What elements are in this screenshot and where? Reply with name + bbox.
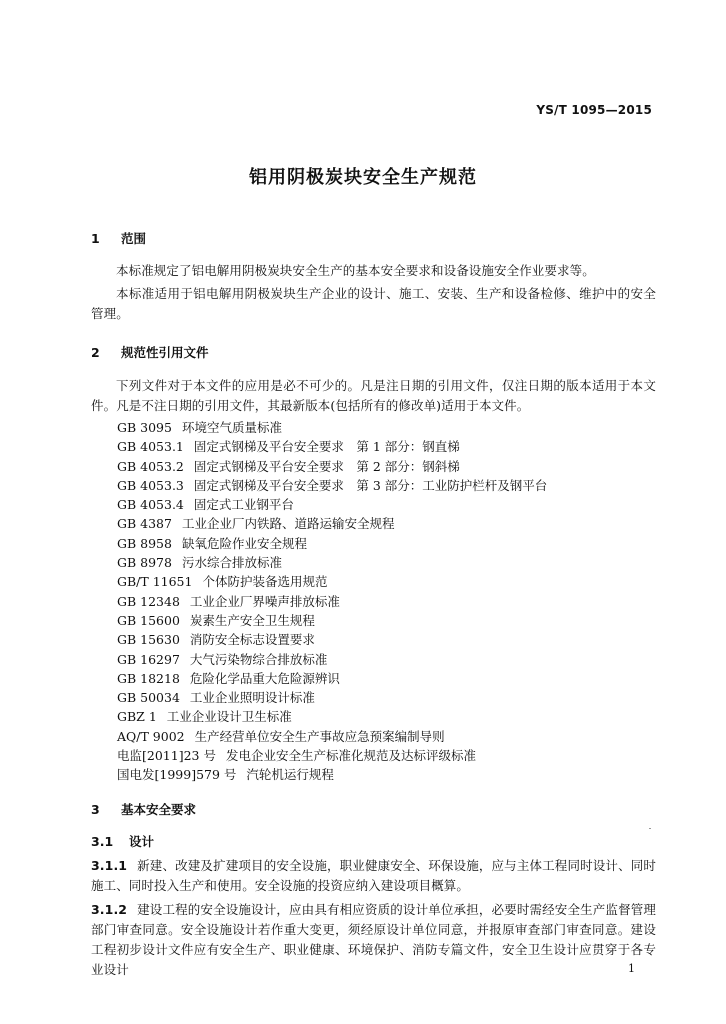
list-item: [117, 534, 547, 553]
list-item: [117, 553, 547, 572]
ref-title: 环境空气质量标准: [181, 420, 282, 435]
section-title: 范围: [121, 231, 147, 246]
subsection-title: 设计: [129, 834, 155, 849]
subsection-number: 3.1: [91, 834, 114, 849]
ref-code: 电监[2011]23 号: [117, 748, 216, 764]
list-item: [117, 765, 547, 784]
ref-title: 炭素生产安全卫生规程: [189, 612, 315, 628]
section-number: 1: [91, 231, 100, 246]
subsection-3-1-heading: [91, 832, 154, 850]
ref-title: 工业企业设计卫生标准: [166, 709, 292, 725]
scope-paragraph-1: 本标准规定了铝电解用阴极炭块安全生产的基本安全要求和设备设施安全作业要求等。: [116, 263, 595, 278]
ref-title: 汽轮机运行规程: [246, 767, 334, 783]
ref-title: 个体防护装备选用规范: [202, 574, 328, 590]
list-item: [117, 572, 547, 591]
ref-title: 工业企业照明设计标准: [189, 690, 315, 706]
clause-3-1-2: [91, 900, 656, 980]
section-3-heading: [91, 800, 196, 818]
ref-code: GB 18218: [117, 670, 180, 686]
ref-code: GB 15600: [117, 612, 180, 628]
ref-code: GBZ 1: [117, 709, 157, 725]
section-2-heading: [91, 343, 209, 361]
ref-code: GB 15630: [117, 632, 180, 648]
list-item: [117, 457, 547, 476]
clause-text: 新建、改建及扩建项目的安全设施，职业健康安全、环保设施，应与主体工程同时设计、同时施工、同时投入生产和使用。安全设施的投资应纳入建设项目概算。: [91, 858, 656, 893]
list-item: [117, 514, 547, 533]
document-title: 铝用阴极炭块安全生产规范: [249, 167, 477, 188]
ref-code: GB 4053.3: [117, 477, 184, 493]
list-item: [117, 611, 547, 630]
list-item: [117, 592, 547, 611]
clause-number: 3.1.2: [91, 902, 128, 917]
ref-code: GB 12348: [117, 593, 180, 609]
ref-title: 固定式钢梯及平台安全要求 第 2 部分：钢斜梯: [193, 458, 460, 474]
ref-title: 污水综合排放标准: [181, 555, 282, 571]
standard-code: YS/T 1095—2015: [536, 103, 652, 117]
list-item: [117, 650, 547, 669]
reference-list: [117, 418, 547, 785]
scope-paragraph-2: 本标准适用于铝电解用阴极炭块生产企业的设计、施工、安装、生产和设备检修、维护中的安全管理。: [91, 286, 656, 321]
ref-code: GB 50034: [117, 690, 180, 706]
section-number: 3: [91, 802, 100, 817]
ref-code: GB 4387: [117, 516, 172, 532]
list-item: [117, 707, 547, 726]
ref-code: GB 8958: [117, 535, 172, 551]
list-item: [117, 727, 547, 746]
ref-code: GB 8978: [117, 555, 172, 571]
section-1-heading: [91, 229, 146, 247]
ref-code: GB 4053.2: [117, 458, 184, 474]
ref-code: GB 16297: [117, 651, 180, 667]
ref-title: 缺氧危险作业安全规程: [181, 535, 307, 551]
ref-title: 工业企业厂界噪声排放标准: [189, 593, 340, 609]
section-number: 2: [91, 345, 100, 360]
list-item: [117, 495, 547, 514]
list-item: [117, 630, 547, 649]
ref-title: 生产经营单位安全生产事故应急预案编制导则: [194, 728, 445, 744]
clause-3-1-1: [91, 856, 656, 896]
ref-code: AQ/T 9002: [117, 728, 185, 744]
ref-title: 固定式钢梯及平台安全要求 第 3 部分：工业防护栏杆及钢平台: [193, 477, 548, 493]
scan-mark: [649, 828, 651, 829]
section-title: 基本安全要求: [121, 802, 197, 817]
ref-title: 危险化学品重大危险源辨识: [189, 670, 340, 686]
list-item: [117, 437, 547, 456]
ref-title: 消防安全标志设置要求: [189, 632, 315, 648]
clause-text: 建设工程的安全设施设计，应由具有相应资质的设计单位承担，必要时需经安全生产监督管理部门审查同意。安全设施设计若作重大变更，须经原设计单位同意，并报原审查部门审查同意。建设工程初步设计文件应有安全生产、职业健康、环境保护、消防专篇文件，安全卫生设计应贯穿于各专业设计: [91, 902, 656, 977]
ref-title: 固定式钢梯及平台安全要求 第 1 部分：钢直梯: [193, 439, 460, 455]
list-item: [117, 746, 547, 765]
list-item: [117, 688, 547, 707]
list-item: [117, 669, 547, 688]
clause-number: 3.1.1: [91, 858, 128, 873]
ref-title: 工业企业厂内铁路、道路运输安全规程: [181, 516, 395, 532]
ref-title: 固定式工业钢平台: [193, 497, 294, 513]
references-intro: 下列文件对于本文件的应用是必不可少的。凡是注日期的引用文件，仅注日期的版本适用于本文件。凡是不注日期的引用文件，其最新版本(包括所有的修改单)适用于本文件。: [91, 378, 656, 413]
list-item: [117, 476, 547, 495]
ref-code: GB 4053.4: [117, 497, 184, 513]
list-item: [117, 418, 547, 437]
ref-title: 大气污染物综合排放标准: [189, 651, 328, 667]
ref-code: 国电发[1999]579 号: [117, 767, 237, 783]
ref-code: GB 3095: [117, 420, 172, 435]
ref-code: GB/T 11651: [117, 574, 193, 590]
section-title: 规范性引用文件: [121, 345, 209, 360]
page-number: 1: [628, 962, 635, 975]
ref-title: 发电企业安全生产标准化规范及达标评级标准: [225, 748, 476, 764]
ref-code: GB 4053.1: [117, 439, 184, 455]
